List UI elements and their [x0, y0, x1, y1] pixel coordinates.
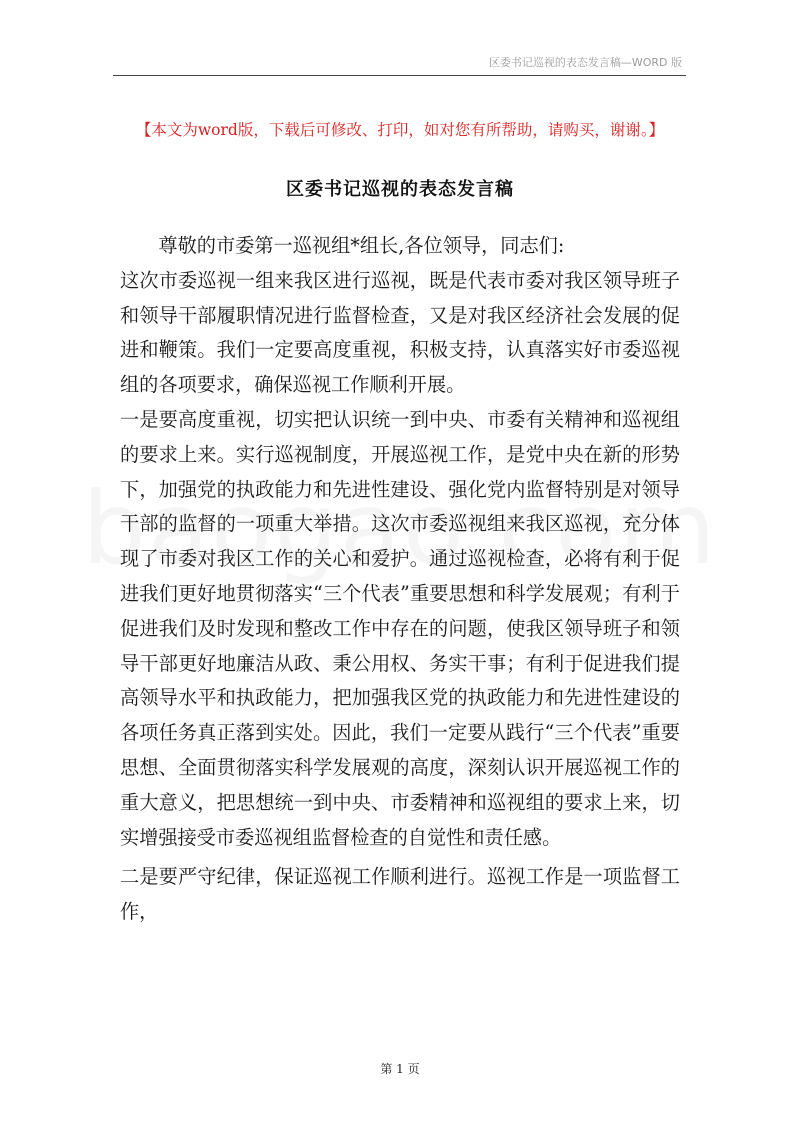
page-number: 第 1 页: [380, 1062, 420, 1076]
download-notice: 【本文为word版，下载后可修改、打印，如对您有所帮助，请购买，谢谢。】: [135, 121, 665, 139]
paragraph-3: 二是要严守纪律，保证巡视工作顺利进行。巡视工作是一项监督工作，: [120, 865, 680, 924]
salutation: 尊敬的市委第一巡视组*组长,各位领导，同志们:: [158, 234, 565, 257]
running-header: 区委书记巡视的表态发言稿—WORD 版: [488, 56, 682, 69]
document-title: 区委书记巡视的表态发言稿: [286, 179, 514, 200]
header-divider: [113, 75, 686, 76]
document-body: [120, 229, 680, 930]
paragraph-1: 这次市委巡视一组来我区进行巡视，既是代表市委对我区领导班子和领导干部履职情况进行监督检查，又是对我区经济社会发展的促进和鞭策。我们一定要高度重视，积极支持，认真落实好市委巡视组的各项要求，确保巡视工作顺利开展。: [120, 268, 680, 397]
paragraph-2: 一是要高度重视，切实把认识统一到中央、市委有关精神和巡视组的要求上来。实行巡视制度，开展巡视工作，是党中央在新的形势下，加强党的执政能力和先进性建设、强化党内监督特别是对领导干部的监督的一项重大举措。这次市委巡视组来我区巡视，充分体现了市委对我区工作的关心和爱护。通过巡视检查，必将有利于促进我们更好地贯彻落实“三个代表”重要思想和科学发展观；有利于促进我们及时发现和整改工作中存在的问题，使我区领导班子和领导干部更好地廉洁从政、秉公用权、务实干事；有利于促进我们提高领导水平和执政能力，把加强我区党的执政能力和先进性建设的各项任务真正落到实处。因此，我们一定要从践行“三个代表”重要思想、全面贯彻落实科学发展观的高度，深刻认识开展巡视工作的重大意义，把思想统一到中央、市委精神和巡视组的要求上来，切实增强接受市委巡视组监督检查的自觉性和责任感。: [120, 407, 680, 849]
